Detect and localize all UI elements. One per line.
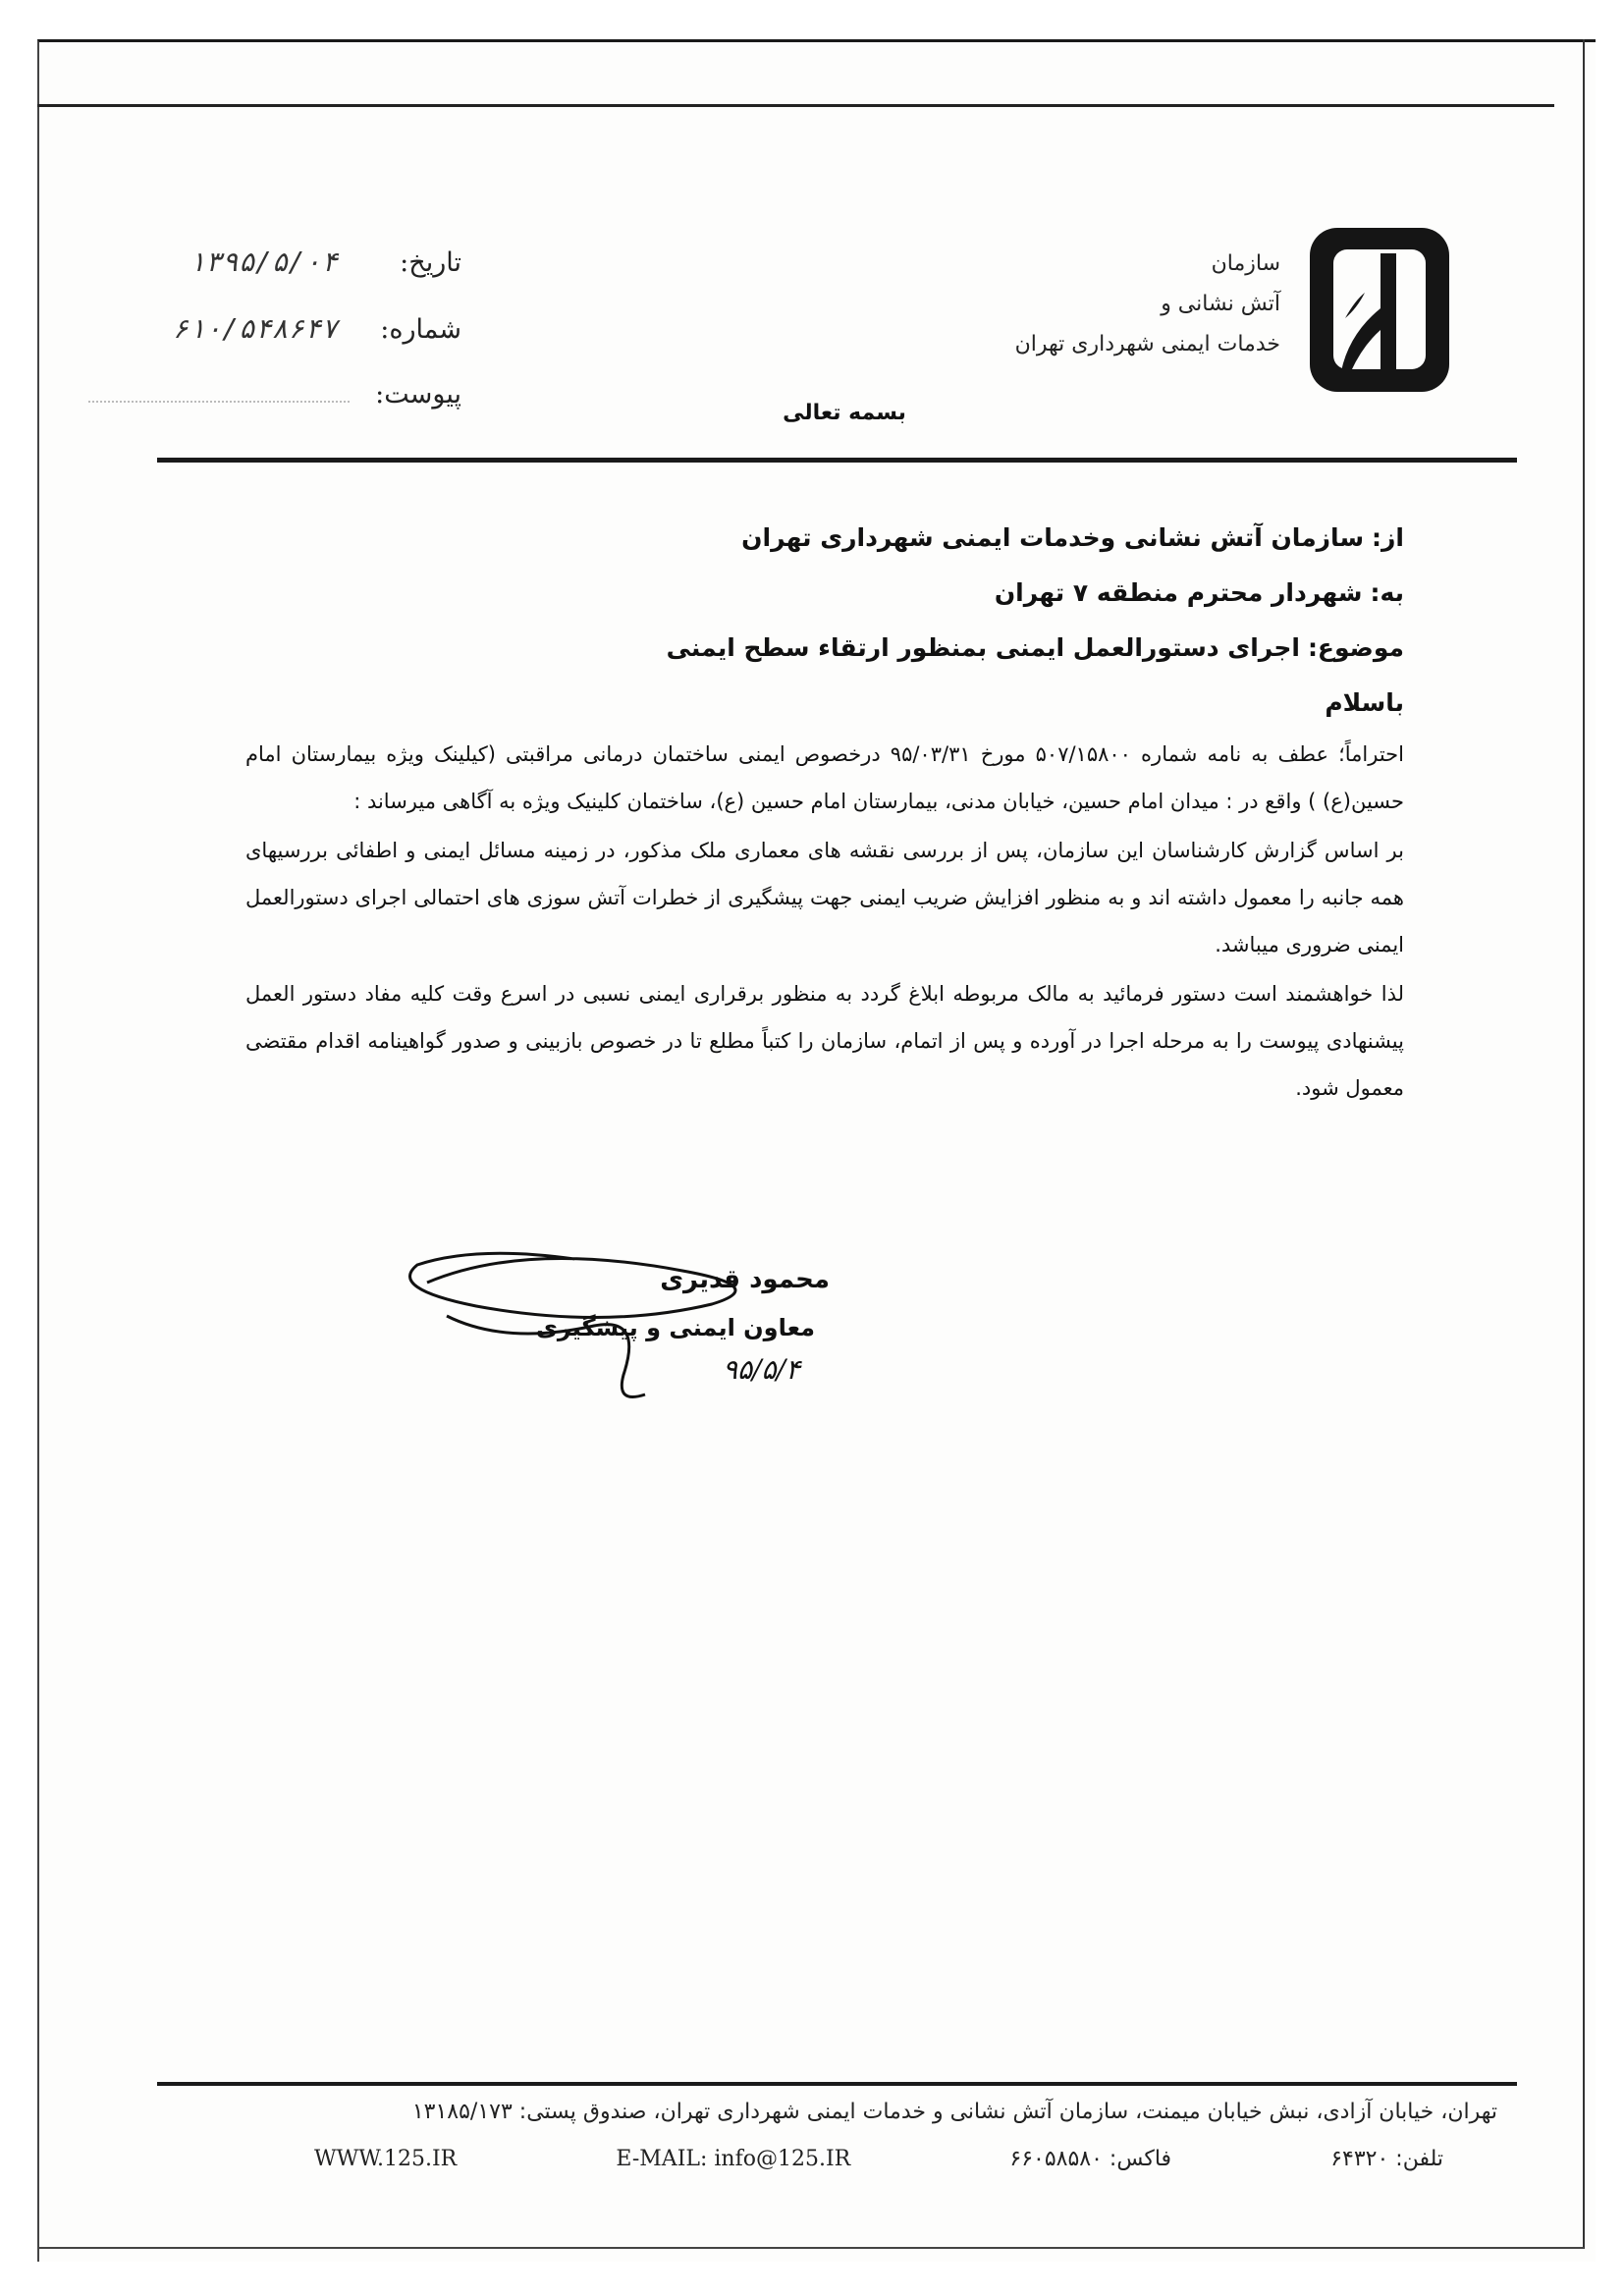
to-text: شهردار محترم منطقه ۷ تهران [994, 578, 1363, 607]
letter-body [245, 511, 1404, 1112]
organization-name [956, 244, 1280, 364]
org-name-line-1: سازمان [1211, 251, 1280, 276]
date-row [88, 246, 461, 312]
signatory-title: معاون ایمنی و پیشگیری [535, 1314, 815, 1341]
subject-label: موضوع: [1307, 633, 1404, 662]
signatory-name: محمود قدیری [660, 1265, 830, 1294]
greeting: باسلام [1325, 688, 1404, 717]
number-value: ۶۱۰/۵۴۸۶۴۷ [172, 312, 338, 345]
to-line [245, 566, 1404, 621]
fire-department-logo [1306, 224, 1453, 396]
footer-email: E-MAIL: info@125.IR [616, 2147, 851, 2171]
footer-divider [157, 2082, 1517, 2086]
from-text: سازمان آتش نشانی وخدمات ایمنی شهرداری تهران [741, 523, 1365, 552]
footer-fax [1009, 2147, 1171, 2171]
org-name-line-2: آتش نشانی و [1161, 292, 1280, 316]
top-border-line [37, 104, 1554, 107]
subject-text: اجرای دستورالعمل ایمنی بمنظور ارتقاء سطح ایمنی [666, 633, 1300, 662]
to-label: به: [1370, 578, 1404, 607]
number-label: شماره: [380, 314, 461, 345]
attachment-row [88, 379, 461, 446]
scan-edge-line [1583, 39, 1585, 2249]
number-row [88, 312, 461, 379]
fax-label: فاکس: [1109, 2147, 1172, 2171]
phone-label: تلفن: [1395, 2147, 1443, 2171]
attachment-label: پیوست: [375, 379, 461, 410]
signature-block [388, 1247, 849, 1419]
footer-phone [1330, 2147, 1443, 2171]
attachment-blank [88, 393, 350, 403]
fax-value: ۶۶۰۵۸۵۸۰ [1009, 2147, 1103, 2171]
footer-contacts [314, 2147, 1443, 2171]
from-line [245, 511, 1404, 566]
footer-address: تهران، خیابان آزادی، نبش خیابان میمنت، سازمان آتش نشانی و خدمات ایمنی شهرداری تهران، صندوق پستی: ۱۳۱۸۵/۱۷۳ [411, 2100, 1497, 2124]
header-divider [157, 458, 1517, 463]
org-name-line-3: خدمات ایمنی شهرداری تهران [1014, 332, 1280, 356]
body-paragraph-2: بر اساس گزارش کارشناسان این سازمان، پس از بررسی نقشه های معماری ملک مذکور، در زمینه مسائل ایمنی و اطفائی بررسیهای همه جانبه را معمول داشته اند و به منظور افزایش ضریب ایمنی جهت پیشگیری از خطرات آتش سوزی های احتمالی اجرای دستورالعمل ایمنی ضروری میباشد. [245, 839, 1404, 957]
signature-date: ۹۵/۵/۴ [722, 1353, 800, 1386]
body-paragraph-3: لذا خواهشمند است دستور فرمائید به مالک مربوطه ابلاغ گردد به منظور برقراری ایمنی نسبی در اسرع وقت کلیه مفاد دستور العمل پیشنهادی پیوست را به مرحله اجرا در آورده و پس از اتمام، سازمان را کتباً مطلع تا در خصوص بازبینی و صدور گواهینامه اقدام مقتضی معمول شود. [245, 982, 1404, 1100]
body-paragraph-1: احتراماً؛ عطف به نامه شماره ۵۰۷/۱۵۸۰۰ مورخ ۹۵/۰۳/۳۱ درخصوص ایمنی ساختمان درمانی مراقبتی (کیلینک ویژه بیمارستان امام حسین(ع) ) واقع در : میدان امام حسین، خیابان مدنی، بیمارستان امام حسین (ع)، ساختمان کلینیک ویژه به آگاهی میرساند : [245, 742, 1404, 813]
phone-value: ۶۴۳۲۰ [1330, 2147, 1389, 2171]
footer-website: WWW.125.IR [314, 2147, 458, 2171]
date-label: تاریخ: [400, 247, 461, 278]
subject-line [245, 621, 1404, 676]
bottom-border-line [37, 2247, 1584, 2249]
letter-metadata [88, 246, 461, 446]
invocation-text: بسمه تعالی [783, 401, 906, 425]
date-value: ۱۳۹۵/۵/۰۴ [189, 246, 338, 278]
from-label: از: [1372, 523, 1404, 552]
